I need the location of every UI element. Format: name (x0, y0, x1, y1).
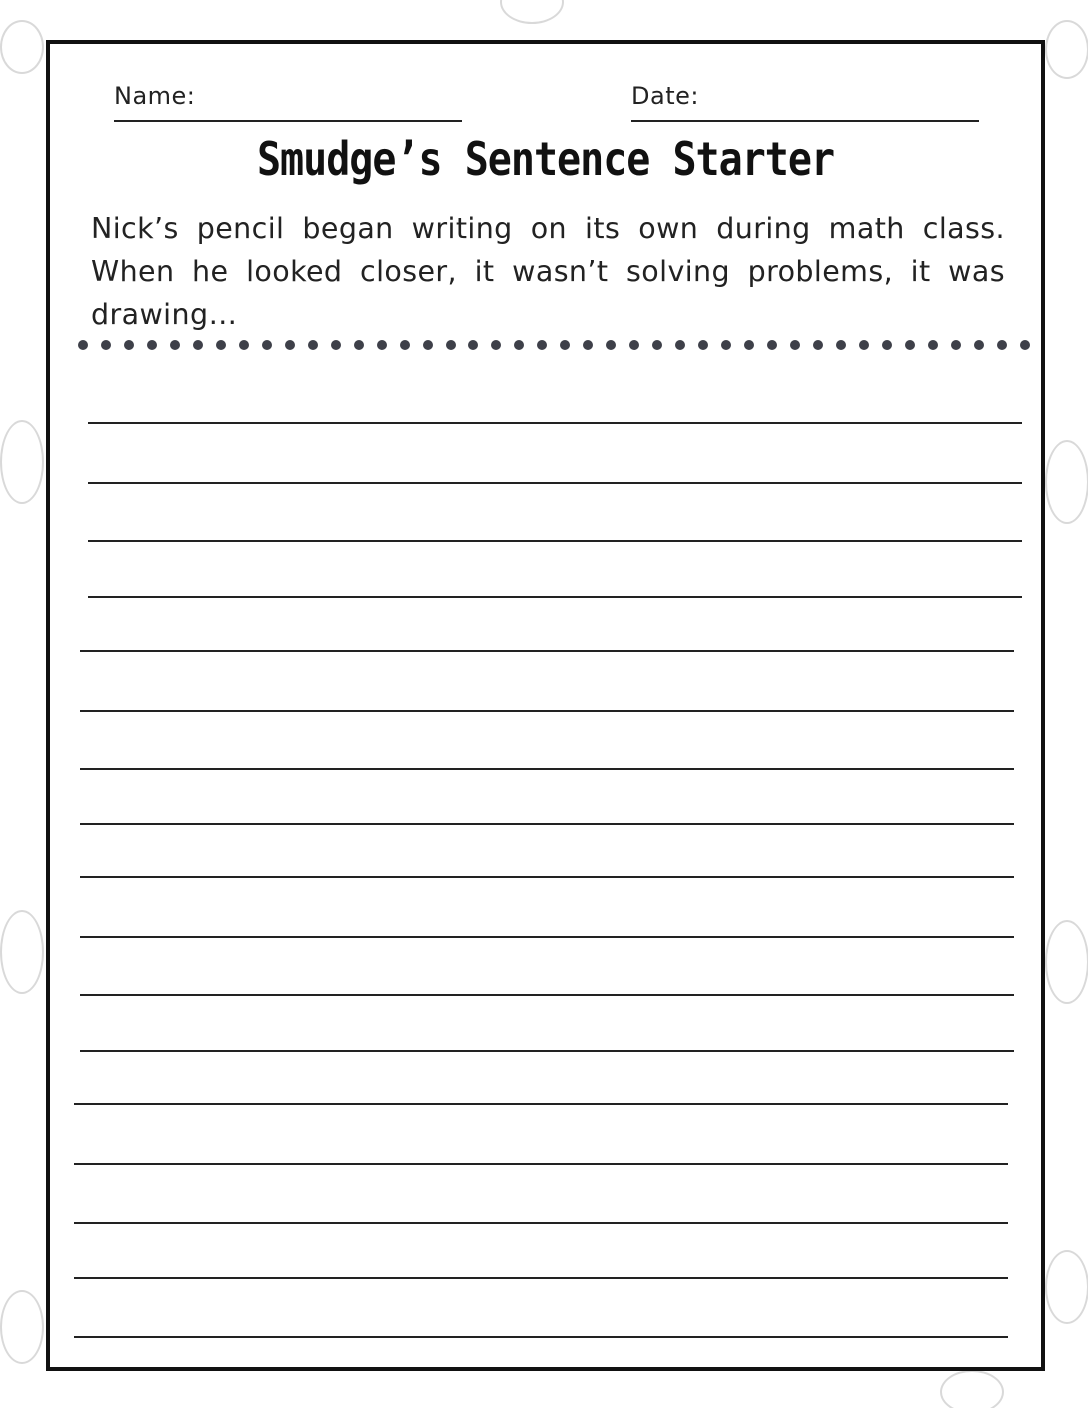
divider-dot (836, 340, 846, 350)
divider-dot (514, 340, 524, 350)
name-label: Name: (114, 82, 196, 110)
worksheet-frame (46, 40, 1045, 1371)
divider-dot (951, 340, 961, 350)
writing-line[interactable] (88, 482, 1022, 484)
doodle-character-icon (0, 420, 44, 504)
divider-dot (997, 340, 1007, 350)
doodle-character-icon (0, 20, 44, 74)
brand-logo-icon (530, 1378, 570, 1402)
doodle-character-icon (940, 1370, 1004, 1408)
writing-line[interactable] (80, 710, 1014, 712)
writing-line[interactable] (74, 1277, 1008, 1279)
doodle-character-icon (1045, 20, 1088, 79)
date-field-line[interactable] (631, 120, 979, 122)
writing-line[interactable] (80, 936, 1014, 938)
writing-line[interactable] (74, 1336, 1008, 1338)
divider-dot (400, 340, 410, 350)
divider-dot (101, 340, 111, 350)
divider-dot (790, 340, 800, 350)
writing-line[interactable] (80, 823, 1014, 825)
divider-dot (216, 340, 226, 350)
divider-dot (583, 340, 593, 350)
page-title: Smudge’s Sentence Starter (256, 133, 835, 187)
divider-dot (193, 340, 203, 350)
divider-dot (721, 340, 731, 350)
divider-dot (124, 340, 134, 350)
writing-line[interactable] (74, 1222, 1008, 1224)
divider-dot (239, 340, 249, 350)
divider-dot (859, 340, 869, 350)
divider-dot (652, 340, 662, 350)
writing-line[interactable] (80, 994, 1014, 996)
divider-dot (974, 340, 984, 350)
divider-dot (537, 340, 547, 350)
divider-dot (1020, 340, 1030, 350)
divider-dot (78, 340, 88, 350)
dotted-divider (78, 340, 1030, 352)
divider-dot (170, 340, 180, 350)
writing-line[interactable] (74, 1163, 1008, 1165)
divider-dot (423, 340, 433, 350)
divider-dot (377, 340, 387, 350)
name-field-line[interactable] (114, 120, 462, 122)
divider-dot (308, 340, 318, 350)
divider-dot (446, 340, 456, 350)
divider-dot (468, 340, 478, 350)
divider-dot (882, 340, 892, 350)
divider-dot (767, 340, 777, 350)
divider-dot (928, 340, 938, 350)
doodle-character-icon (1045, 440, 1088, 524)
doodle-character-icon (0, 910, 44, 994)
writing-line[interactable] (88, 596, 1022, 598)
writing-line[interactable] (80, 768, 1014, 770)
divider-dot (698, 340, 708, 350)
writing-line[interactable] (80, 876, 1014, 878)
divider-dot (331, 340, 341, 350)
divider-dot (354, 340, 364, 350)
writing-line[interactable] (88, 540, 1022, 542)
doodle-character-icon (0, 1290, 44, 1364)
writing-line[interactable] (80, 650, 1014, 652)
writing-line[interactable] (74, 1103, 1008, 1105)
divider-dot (905, 340, 915, 350)
divider-dot (491, 340, 501, 350)
divider-dot (285, 340, 295, 350)
writing-line[interactable] (80, 1050, 1014, 1052)
divider-dot (262, 340, 272, 350)
divider-dot (560, 340, 570, 350)
divider-dot (606, 340, 616, 350)
divider-dot (813, 340, 823, 350)
story-prompt: Nick’s pencil began writing on its own during math class. When he looked closer, it wasn’t solving problems, it was drawing… (91, 212, 1005, 331)
doodle-character-icon (1045, 920, 1088, 1004)
divider-dot (744, 340, 754, 350)
date-label: Date: (631, 82, 699, 110)
doodle-character-icon (500, 0, 564, 24)
writing-line[interactable] (88, 422, 1022, 424)
divider-dot (147, 340, 157, 350)
divider-dot (675, 340, 685, 350)
divider-dot (629, 340, 639, 350)
doodle-character-icon (1045, 1250, 1088, 1324)
